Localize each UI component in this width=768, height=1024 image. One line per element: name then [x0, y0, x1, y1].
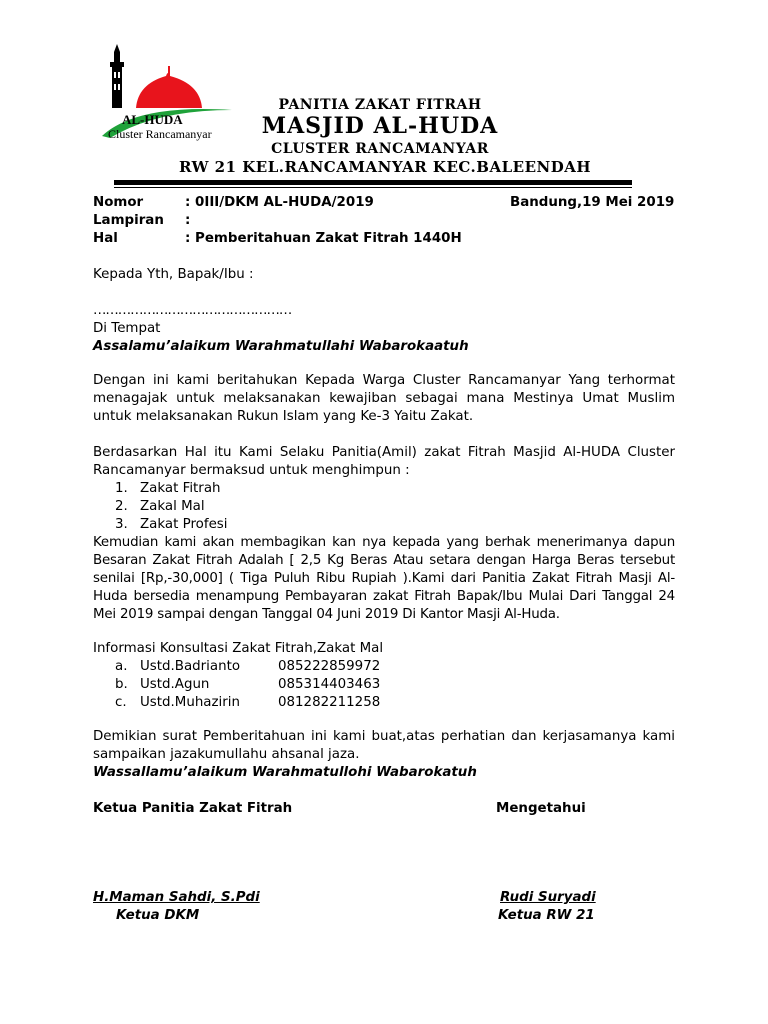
info-title: Informasi Konsultasi Zakat Fitrah,Zakat Mal — [93, 641, 384, 656]
signature-right-role: Ketua RW 21 — [498, 908, 595, 923]
lampiran-label: Lampiran — [93, 213, 164, 228]
contact-phone: 085222859972 — [278, 659, 381, 674]
paragraph-closing: Demikian surat Pemberitahuan ini kami buat,atas perhatian dan kerjasamanya kami sampaikan jazakumullahu ahsanal jaza. — [93, 729, 675, 762]
logo-text-line1: AL-HUDA — [122, 112, 183, 127]
opening-salutation: Assalamu’alaikum Warahmatullahi Wabarokaatuh — [93, 339, 469, 354]
letterhead-committee: PANITIA ZAKAT FITRAH — [278, 97, 482, 113]
contact-phone: 081282211258 — [278, 695, 381, 710]
contact-letter: c. — [115, 695, 127, 710]
nomor-label: Nomor — [93, 195, 144, 210]
signature-left-title: Ketua Panitia Zakat Fitrah — [93, 801, 293, 816]
hal-value: : Pemberitahuan Zakat Fitrah 1440H — [185, 231, 462, 246]
zakat-list-item: Zakal Mal — [140, 499, 205, 514]
recipient-line: Kepada Yth, Bapak/Ibu : — [93, 267, 254, 282]
paragraph-purpose: Berdasarkan Hal itu Kami Selaku Panitia(Amil) zakat Fitrah Masjid Al-HUDA Cluster Rancamanyar bermaksud untuk menghimpun : — [93, 445, 675, 478]
letterhead-cluster: CLUSTER RANCAMANYAR — [271, 141, 489, 157]
contact-name: Ustd.Muhazirin — [140, 695, 240, 710]
signature-right-title: Mengetahui — [496, 801, 586, 816]
letterhead-address: RW 21 KEL.RANCAMANYAR KEC.BALEENDAH — [178, 158, 592, 176]
contact-name: Ustd.Agun — [140, 677, 210, 692]
signature-right-name: Rudi Suryadi — [500, 890, 596, 905]
zakat-list-num: 2. — [115, 499, 128, 514]
logo-text-line2: Cluster Rancamanyar — [108, 127, 212, 141]
paragraph-intro: Dengan ini kami beritahukan Kepada Warga Cluster Rancamanyar Yang terhormat menagajak untuk melaksanakan kewajiban sebagai mana Mestinya Umat Muslim untuk melaksanakan Rukun Islam yang Ke-3 Yaitu Zakat. — [93, 373, 675, 424]
letterhead-divider-thick — [114, 180, 632, 185]
closing-salutation: Wassallamu’alaikum Warahmatullohi Wabarokatuh — [93, 765, 477, 780]
contact-letter: a. — [115, 659, 128, 674]
paragraph-details: Kemudian kami akan membagikan kan nya kepada yang berhak menerimanya dapun Besaran Zakat Fitrah Adalah [ 2,5 Kg Beras Atau setara dengan Harga Beras tersebut senilai [Rp,-30,000] ( Tiga Puluh Ribu Rupiah ).Kami dari Panitia Zakat Fitrah Masji Al-Huda bersedia menampung Pembayaran zakat Fitrah Bapak/Ibu Mulai Dari Tanggal 24 Mei 2019 sampai dengan Tanggal 04 Juni 2019 Di Kantor Masji Al-Huda. — [93, 535, 675, 622]
zakat-list-item: Zakat Profesi — [140, 517, 228, 532]
contact-name: Ustd.Badrianto — [140, 659, 241, 674]
letter-date: Bandung,19 Mei 2019 — [510, 195, 675, 210]
hal-label: Hal — [93, 231, 118, 246]
zakat-list-num: 1. — [115, 481, 128, 496]
recipient-dots: ………………………………………… — [93, 303, 292, 318]
zakat-list-item: Zakat Fitrah — [140, 481, 221, 496]
contact-letter: b. — [115, 677, 128, 692]
signature-left-role: Ketua DKM — [116, 908, 200, 923]
recipient-place: Di Tempat — [93, 321, 161, 336]
letterhead-mosque-name: MASJID AL-HUDA — [261, 113, 499, 139]
contact-phone: 085314403463 — [278, 677, 381, 692]
nomor-value: : 0III/DKM AL-HUDA/2019 — [185, 195, 374, 210]
zakat-list-num: 3. — [115, 517, 128, 532]
letterhead-divider-thin — [114, 187, 632, 188]
signature-left-name: H.Maman Sahdi, S.Pdi — [93, 890, 260, 905]
lampiran-value: : — [185, 213, 191, 228]
